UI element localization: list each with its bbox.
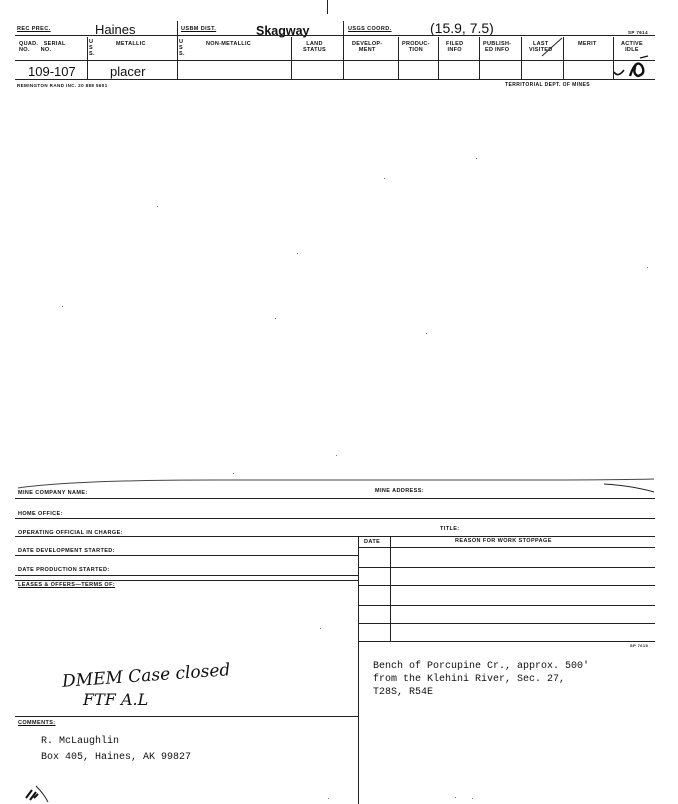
rule <box>15 518 655 519</box>
col-header-non-metallic: NON-METALLIC <box>206 41 252 47</box>
handwritten-note-line1: DMEM Case closed <box>61 660 231 692</box>
scan-speck <box>472 798 473 799</box>
rule <box>358 585 655 586</box>
scan-speck <box>320 628 321 629</box>
mine-address-label: MINE ADDRESS: <box>375 488 424 494</box>
form-number-bottom: SP 7615 <box>630 643 649 648</box>
location-line: T28S, R54E <box>373 687 434 698</box>
slash-mark <box>540 36 564 58</box>
col-header-metallic: METALLIC <box>116 41 146 47</box>
metallic-value: placer <box>110 64 146 79</box>
rule <box>15 716 358 717</box>
rec-prec-value: Haines <box>95 22 136 37</box>
dev-started-label: DATE DEVELOPMENT STARTED: <box>18 548 115 554</box>
col-header-uss: U S S. <box>89 39 95 58</box>
leases-label: LEASES & OFFERS—TERMS OF: <box>18 582 116 588</box>
scan-speck <box>647 267 648 268</box>
usbm-dist-label: USBM DIST. <box>181 26 217 32</box>
col-header-land-status: LAND STATUS <box>303 41 326 54</box>
corner-stamp-mark <box>22 778 52 804</box>
date-col-divider <box>390 536 391 641</box>
location-line: from the Klehini River, Sec. 27, <box>373 674 566 685</box>
scan-speck <box>62 306 63 307</box>
scan-speck <box>426 333 427 334</box>
rule <box>15 555 358 556</box>
printer-line: REMINGTON RAND INC. 20 888 5601 <box>17 83 108 88</box>
date-header: DATE <box>364 539 381 545</box>
header-rule-mid <box>15 60 655 61</box>
prod-started-label: DATE PRODUCTION STARTED: <box>18 567 110 573</box>
col-divider <box>438 37 439 79</box>
quad-serial-value: 109-107 <box>28 64 76 79</box>
rule <box>358 623 655 624</box>
center-divider <box>358 536 359 804</box>
handwritten-mark <box>610 52 654 82</box>
header-rule-bottom <box>15 79 655 80</box>
home-office-label: HOME OFFICE: <box>18 511 63 517</box>
col-header-production: PRODUC- TION <box>402 41 430 54</box>
col-header-uss: U S S. <box>179 39 185 58</box>
col-header-filed-info: FILED INFO <box>446 41 464 54</box>
comment-line: Box 405, Haines, AK 99827 <box>41 752 192 763</box>
rule <box>15 580 358 581</box>
rec-prec-label: REC PREC. <box>17 26 51 32</box>
col-header-active-idle: ACTIVE IDLE <box>621 41 643 54</box>
col-divider <box>177 21 178 79</box>
scan-speck <box>275 318 276 319</box>
scan-speck <box>476 158 477 159</box>
scan-speck <box>328 798 329 799</box>
col-header-quad-serial: QUAD. SERIAL NO. NO. <box>19 41 66 54</box>
scan-speck <box>455 797 456 798</box>
scan-speck <box>297 253 298 254</box>
col-header-development: DEVELOP- MENT <box>352 41 383 54</box>
form-number-top: SP 7614 <box>628 30 648 35</box>
usbm-dist-value: Skagway <box>256 24 310 38</box>
title-label: TITLE: <box>440 526 460 532</box>
usgs-coords-label: USGS COORD. <box>348 26 392 32</box>
rule <box>15 575 358 576</box>
location-line: Bench of Porcupine Cr., approx. 500' <box>373 661 590 672</box>
operating-official-label: OPERATING OFFICIAL IN CHARGE: <box>18 530 123 536</box>
mine-company-label: MINE COMPANY NAME: <box>18 490 88 496</box>
comments-label: COMMENTS: <box>18 720 56 726</box>
rule <box>15 498 655 499</box>
col-header-published-info: PUBLISH- ED INFO <box>483 41 512 54</box>
comment-line: R. McLaughlin <box>41 736 120 747</box>
scan-speck <box>157 206 158 207</box>
col-header-merit: MERIT <box>578 41 597 47</box>
usgs-coords-value: (15.9, 7.5) <box>430 20 494 36</box>
col-header-last-visited: LAST VISITED <box>529 41 553 54</box>
reason-header: REASON FOR WORK STOPPAGE <box>455 538 552 544</box>
col-divider <box>291 37 292 79</box>
scan-speck <box>336 455 337 456</box>
rule <box>15 536 655 537</box>
col-divider <box>398 37 399 79</box>
top-tick-mark <box>327 0 328 14</box>
scan-speck <box>384 178 385 179</box>
rule <box>358 567 655 568</box>
rule <box>358 547 655 548</box>
card-top-edge <box>14 474 660 498</box>
rule <box>358 641 655 642</box>
col-divider <box>521 37 522 79</box>
col-divider <box>343 21 344 79</box>
dept-line: TERRITORIAL DEPT. OF MINES <box>505 82 590 88</box>
col-divider <box>87 37 88 79</box>
col-divider <box>479 37 480 79</box>
handwritten-note-line2: FTF A.L <box>83 690 149 709</box>
rule <box>358 605 655 606</box>
